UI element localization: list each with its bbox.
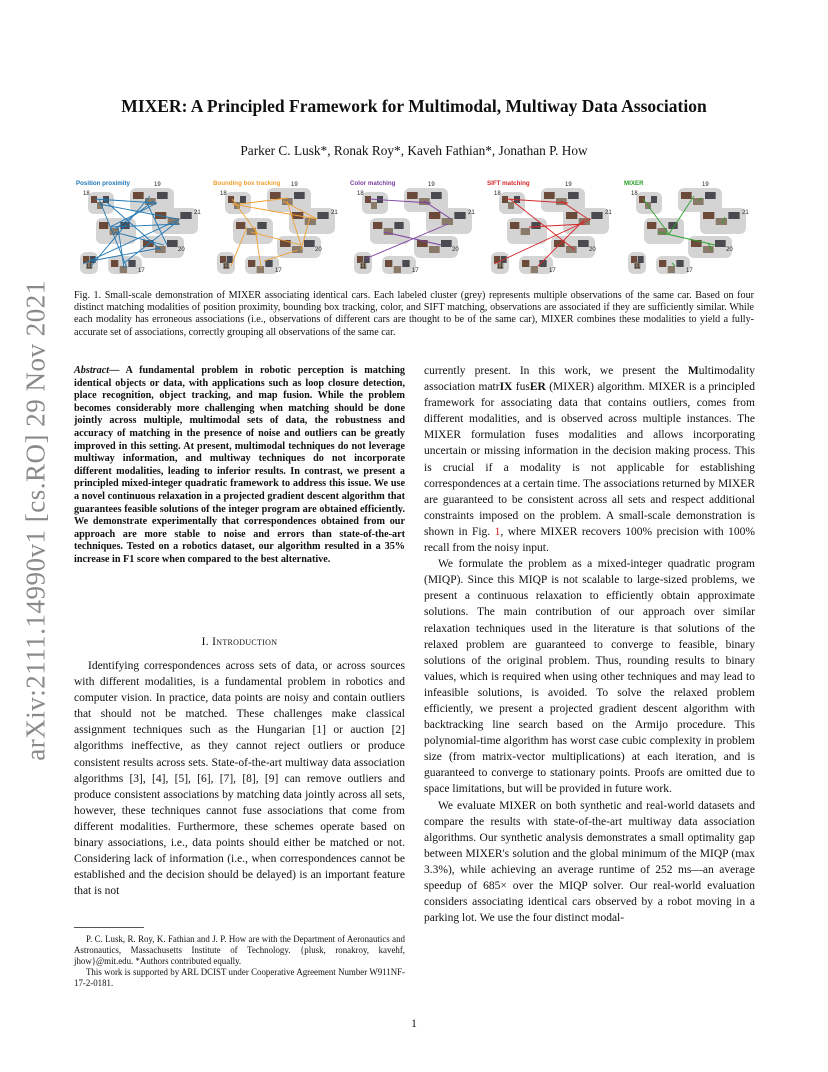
text-run-bold: ER xyxy=(529,381,546,394)
car-thumbnail xyxy=(357,256,363,263)
cluster-label: 21 xyxy=(194,210,201,216)
car-thumbnail xyxy=(638,256,644,263)
figure-panel xyxy=(74,178,204,278)
text-run: ultimodality association matr xyxy=(424,365,755,394)
car-thumbnail xyxy=(407,192,418,199)
cluster-label: 19 xyxy=(428,182,435,188)
figure-panel-label: MIXER xyxy=(624,180,644,187)
intro-paragraph-2: We formulate the problem as a mixed-integer quadratic program (MIQP). Since this MIQP is not scalable to large-sized problems, we present a continuous relaxation to efficiently obtain approximate solutions. The main contribution of our approach over similar relaxation techniques used in the literature is that solutions of the relaxed problem are guaranteed to converge to feasible, binary solutions of the original problem. Thus, rounding results to binary values, which is required when using other techniques and may lead to infeasible solutions, is avoided. To solve the relaxed problem efficiently, we present a projected gradient descent algorithm with backtracking line search based on the Armijo procedure. This polynomial-time algorithm has worst case cubic complexity in problem size (from matrix-vector multiplications) at each iteration, and is guaranteed to converge to stationary points. Proofs are omitted due to space limitations, but will be provided in future work. xyxy=(424,558,755,796)
car-thumbnail xyxy=(728,212,739,219)
cluster-label: 17 xyxy=(686,268,693,274)
cluster-label: 18 xyxy=(83,191,90,197)
car-thumbnail xyxy=(228,196,234,203)
car-thumbnail xyxy=(631,256,637,263)
car-thumbnail xyxy=(248,260,255,267)
car-thumbnail xyxy=(531,222,540,229)
figure-panel-graphic xyxy=(348,178,478,278)
car-thumbnail xyxy=(167,240,178,247)
figure-panel-label: Position proximity xyxy=(76,180,130,187)
figure-panel-label: Bounding box tracking xyxy=(213,180,281,187)
cluster-label: 21 xyxy=(468,210,475,216)
figure-panel-label: Color matching xyxy=(350,180,396,187)
figure-reference-link[interactable]: 1 xyxy=(494,525,501,538)
page-number: 1 xyxy=(411,1018,417,1030)
car-thumbnail xyxy=(317,212,328,219)
figure-panel-graphic xyxy=(211,178,341,278)
cluster-label: 11 xyxy=(497,264,504,270)
cluster-label: 18 xyxy=(220,191,227,197)
car-thumbnail xyxy=(373,222,382,229)
car-thumbnail xyxy=(385,260,392,267)
cluster-label: 19 xyxy=(291,182,298,188)
cluster-label: 17 xyxy=(275,268,282,274)
cluster-label: 11 xyxy=(223,264,230,270)
car-thumbnail xyxy=(659,260,666,267)
text-run: (MIXER) algorithm. MIXER is a principled framework for associating data that contains outliers, comes from different modalities, and is observed across multiple instances. The MIXER formulation fuses modalities and allows incorporating uncertain or missing information in the decision making process. This is crucial if a modality is not applicable for establishing correspondences at a certain time. The associations returned by MIXER are guaranteed to be consistent across all sets and respect additional constraints imposed on the problem. A small-scale demonstration is shown in Fig. xyxy=(424,381,755,538)
car-thumbnail xyxy=(429,246,440,253)
cluster-label: 20 xyxy=(452,247,459,253)
car-thumbnail xyxy=(157,192,168,199)
cluster-label: 17 xyxy=(412,268,419,274)
cluster-label: 21 xyxy=(331,210,338,216)
cluster-label: 20 xyxy=(726,247,733,253)
cluster-label: 17 xyxy=(138,268,145,274)
text-run: currently present. In this work, we present the xyxy=(424,365,688,377)
car-thumbnail xyxy=(647,222,656,229)
car-thumbnail xyxy=(429,212,440,219)
cluster-label: 18 xyxy=(494,191,501,197)
intro-paragraph-3: We evaluate MIXER on both synthetic and real-world datasets and compare the results with state-of-the-art multiway data association algorithms. Our synthetic analysis demonstrates a small optimality gap between MIXER's solution and the global minimum of the MIQP (max 3.3%), while achieving an average runtime of 252 ms—an average speedup of 685× over the MIQP solver. Our real-world evaluation considers associating identical cars observed by a robot moving in a parking lot. We use the four distinct modal- xyxy=(424,799,755,925)
cluster-label: 11 xyxy=(360,264,367,270)
car-thumbnail xyxy=(668,266,675,273)
car-thumbnail xyxy=(180,212,191,219)
footnotes xyxy=(74,934,405,989)
car-thumbnail xyxy=(522,260,529,267)
car-thumbnail xyxy=(128,260,135,267)
cluster-label: 18 xyxy=(631,191,638,197)
right-column xyxy=(424,363,755,926)
arxiv-identifier-text: arXiv:2111.14990v1 [cs.RO] 29 Nov 2021 xyxy=(20,279,51,761)
car-thumbnail xyxy=(304,240,315,247)
car-thumbnail xyxy=(693,198,704,205)
text-run: fus xyxy=(512,381,530,394)
car-thumbnail xyxy=(394,222,403,229)
car-thumbnail xyxy=(510,222,519,229)
figure-panel-graphic xyxy=(74,178,204,278)
car-thumbnail xyxy=(591,212,602,219)
arxiv-identifier xyxy=(14,280,58,760)
car-thumbnail xyxy=(531,266,538,273)
car-thumbnail xyxy=(227,256,233,263)
figure-caption: Fig. 1. Small-scale demonstration of MIXER associating identical cars. Each labeled cluster (grey) represents multiple observations of the same car. Based on four distinct matching modalities of position proximity, bounding box tracking, color, and SIFT matching, observations are associated if they are sufficiently similar. While each modality has erroneous associations (i.e., observations of different cars are thought to be of the same car), MIXER combines these modalities to yield a fully-accurate set of associations, correctly grouping all observations of the same car. xyxy=(74,290,754,338)
figure-panel-graphic xyxy=(485,178,615,278)
car-thumbnail xyxy=(568,192,579,199)
car-thumbnail xyxy=(705,192,716,199)
cluster-label: 19 xyxy=(565,182,572,188)
car-thumbnail xyxy=(566,212,577,219)
paper-title: MIXER: A Principled Framework for Multimodal, Multiway Data Association xyxy=(121,96,707,116)
car-thumbnail xyxy=(270,192,281,199)
car-thumbnail xyxy=(236,222,245,229)
car-thumbnail xyxy=(294,192,305,199)
text-run: , where MIXER recovers 100% precision with 100% recall from the noisy input. xyxy=(424,525,755,555)
car-thumbnail xyxy=(716,218,727,225)
car-thumbnail xyxy=(521,228,530,235)
cluster-label: 20 xyxy=(178,247,185,253)
cluster-label: 21 xyxy=(605,210,612,216)
abstract-label: Abstract xyxy=(74,365,110,376)
cluster-label: 19 xyxy=(154,182,161,188)
car-thumbnail xyxy=(715,240,726,247)
figure-panel xyxy=(348,178,478,278)
car-thumbnail xyxy=(133,192,144,199)
abstract xyxy=(74,365,405,567)
cluster-label: 20 xyxy=(315,247,322,253)
car-thumbnail xyxy=(120,266,127,273)
section-heading: I. Introduction xyxy=(201,636,278,648)
footnote-funding: This work is supported by ARL DCIST under Cooperative Agreement Number W911NF-17-2-0181. xyxy=(74,967,405,989)
car-thumbnail xyxy=(508,202,514,209)
car-thumbnail xyxy=(99,222,108,229)
car-thumbnail xyxy=(111,260,118,267)
car-thumbnail xyxy=(454,212,465,219)
car-thumbnail xyxy=(676,260,683,267)
car-thumbnail xyxy=(305,218,316,225)
car-thumbnail xyxy=(394,266,401,273)
car-thumbnail xyxy=(402,260,409,267)
cluster-label: 17 xyxy=(549,268,556,274)
cluster-label: 11 xyxy=(86,264,93,270)
car-thumbnail xyxy=(371,202,377,209)
cluster-label: 21 xyxy=(742,210,749,216)
car-thumbnail xyxy=(441,240,452,247)
abstract-text: — A fundamental problem in robotic perception is matching identical objects or data, with applications such as loop closure detection, place recognition, object tracking, and map fusion. While the problem becomes considerably more challenging when matching should be done jointly across multiple, multimodal sets of data, the robustness and accuracy of matching in the presence of noise and outliers can be greatly improved in this setting. At present, multimodal techniques do not leverage multiway information, and multiway techniques do not incorporate different modalities, leading to inferior results. In contrast, we present a principled mixed-integer quadratic framework to address this issue. We use a novel continuous relaxation in a projected gradient descent algorithm that guarantees feasible solutions of the integer program are obtained efficiently. We demonstrate experimentally that correspondences obtained from our approach are more stable to noise and errors than state-of-the-art techniques. Tested on a robotics dataset, our algorithm resulted in a 35% increase in F1 score when compared to the best alternative. xyxy=(74,365,405,565)
car-thumbnail xyxy=(265,260,272,267)
car-thumbnail xyxy=(220,256,226,263)
figure-panel-graphic xyxy=(622,178,752,278)
intro-paragraph-1 xyxy=(424,363,755,556)
figure-panel xyxy=(485,178,615,278)
figure-panel xyxy=(622,178,752,278)
figure-panel-label: SIFT matching xyxy=(487,180,530,187)
car-thumbnail xyxy=(240,196,246,203)
car-thumbnail xyxy=(431,192,442,199)
figure-panel xyxy=(211,178,341,278)
figure-1 xyxy=(74,178,754,278)
car-thumbnail xyxy=(651,196,657,203)
car-thumbnail xyxy=(544,192,555,199)
car-thumbnail xyxy=(257,266,264,273)
car-thumbnail xyxy=(578,240,589,247)
footnote-divider xyxy=(74,927,144,928)
paper-authors: Parker C. Lusk*, Ronak Roy*, Kaveh Fathian*, Jonathan P. How xyxy=(240,143,588,158)
text-run-bold: IX xyxy=(499,381,513,394)
footnote-affiliation: P. C. Lusk, R. Roy, K. Fathian and J. P. How are with the Department of Aeronautics and Astronautics, Massachusetts Institute of Technology. {plusk, ronakroy, kavehf, jhow}@mit.edu. *Authors contributed equally. xyxy=(74,934,405,967)
car-thumbnail xyxy=(703,212,714,219)
cluster-label: 11 xyxy=(634,264,641,270)
car-thumbnail xyxy=(257,222,266,229)
cluster-label: 18 xyxy=(357,191,364,197)
car-thumbnail xyxy=(639,196,645,203)
cluster-label: 20 xyxy=(589,247,596,253)
cluster-label: 19 xyxy=(702,182,709,188)
car-thumbnail xyxy=(681,192,692,199)
intro-paragraph-left: Identifying correspondences across sets of data, or across sources with different modalities, is a fundamental problem in robotics and computer vision. In practice, data points are noisy and contain outliers that should not be matched. These challenges make classical assignment techniques such as the Hungarian [1] or auction [2] algorithms ineffective, as they cannot reject outliers or produce consistent results across sets. State-of-the-art multiway data association algorithms [3], [4], [5], [6], [7], [8], [9] can remove outliers and produce consistent associations by matching data jointly across all sets, however, these techniques cannot fuse associations that come from different modalities. Furthermore, these schemes operate based on binary associations, i.e., data points should either be matched or not. Considering lack of information (i.e., when correspondences cannot be established and the decision should be delayed) is an important feature that is not xyxy=(74,660,405,898)
text-run-bold: M xyxy=(687,365,699,377)
